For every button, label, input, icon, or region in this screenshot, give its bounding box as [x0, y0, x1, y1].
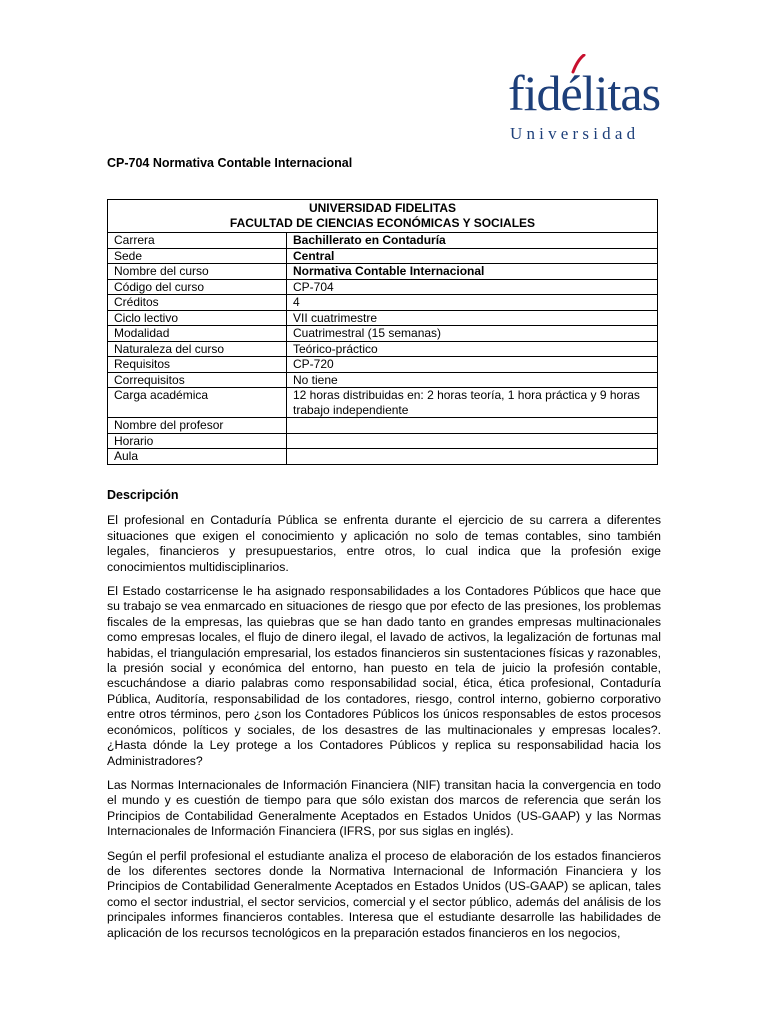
university-logo — [508, 54, 664, 146]
row-value: CP-720 — [287, 357, 658, 373]
logo-subtitle: Universidad — [510, 124, 640, 143]
row-value: CP-704 — [287, 279, 658, 295]
table-row — [108, 433, 658, 449]
row-value — [287, 418, 658, 434]
row-value: Cuatrimestral (15 semanas) — [287, 326, 658, 342]
table-header-line1: UNIVERSIDAD FIDELITAS — [308, 201, 457, 215]
row-label: Créditos — [108, 295, 287, 311]
description-section — [107, 488, 661, 950]
table-row — [108, 326, 658, 342]
table-row — [108, 418, 658, 434]
description-paragraph-2: El Estado costarricense le ha asignado responsabilidades a los Contadores Públicos que hace que su trabajo se vea enmarcado en situaciones de riesgo que por efecto de las presiones, los problemas fiscales de la empresas, las quiebras que se han dado tanto en grandes empresas multinacionales como empresas locales, el flujo de dinero ilegal, el lavado de activos, la legalización de fortunas mal habidas, el triangulación empresarial, los estados financieros sin sustentaciones físicas y razonables, la presión social y económica del entorno, han puesto en tela de juicio la profesión contable, escuchándose a diario palabras como responsabilidad social, ética, ética profesional, Contaduría Pública, Auditoría, responsabilidad de los contadores, riesgo, control interno, gobierno corporativo entre otros términos, pero ¿son los Contadores Públicos los únicos responsables de estos procesos económicos, políticos y sociales, de los desastres de las multinacionales y empresas locales?. ¿Hasta dónde la Ley protege a los Contadores Públicos y replica su responsabilidad hacia los Administradores? — [107, 584, 661, 768]
row-value: Normativa Contable Internacional — [287, 264, 658, 280]
row-value: Teórico-práctico — [287, 341, 658, 357]
row-label: Modalidad — [108, 326, 287, 342]
table-row — [108, 264, 658, 280]
row-label: Naturaleza del curso — [108, 341, 287, 357]
row-label: Ciclo lectivo — [108, 310, 287, 326]
row-value — [287, 449, 658, 465]
table-row — [108, 341, 658, 357]
row-label: Nombre del curso — [108, 264, 287, 280]
description-heading: Descripción — [107, 488, 179, 502]
row-value: Central — [287, 248, 658, 264]
table-row — [108, 449, 658, 465]
table-row — [108, 388, 658, 418]
table-row — [108, 279, 658, 295]
description-paragraph-3: Las Normas Internacionales de Información Financiera (NIF) transitan hacia la convergencia en todo el mundo y es cuestión de tiempo para que sólo existan dos marcos de referencia que serán los Principios de Contabilidad Generalmente Aceptados en Estados Unidos (US-GAAP) y las Normas Internacionales de Información Financiera (IFRS, por sus siglas en inglés). — [107, 777, 661, 839]
table-row — [108, 357, 658, 373]
row-label: Horario — [108, 433, 287, 449]
row-label: Requisitos — [108, 357, 287, 373]
row-value: 4 — [287, 295, 658, 311]
row-label: Aula — [108, 449, 287, 465]
logo-wordmark: fidélitas — [508, 65, 661, 121]
row-label: Carrera — [108, 233, 287, 249]
table-row — [108, 248, 658, 264]
row-label: Sede — [108, 248, 287, 264]
row-value: Bachillerato en Contaduría — [287, 233, 658, 249]
row-label: Nombre del profesor — [108, 418, 287, 434]
table-header-line2: FACULTAD DE CIENCIAS ECONÓMICAS Y SOCIALES — [229, 216, 536, 230]
row-value: No tiene — [287, 372, 658, 388]
row-label: Correquisitos — [108, 372, 287, 388]
table-header — [108, 200, 658, 233]
table-row — [108, 233, 658, 249]
row-value — [287, 433, 658, 449]
description-paragraph-1: El profesional en Contaduría Pública se enfrenta durante el ejercicio de su carrera a diferentes situaciones que exigen el conocimiento y aplicación no solo de temas contables, sino también legales, financieros y presupuestarios, entre otros, lo cual indica que la profesión exige conocimientos multidisciplinarios. — [107, 513, 661, 574]
table-header-row — [108, 200, 658, 233]
course-info-table — [107, 199, 658, 465]
table-row — [108, 372, 658, 388]
description-paragraph-4: Según el perfil profesional el estudiante analiza el proceso de elaboración de los estados financieros de los diferentes sectores donde la Normativa Internacional de Información Financiera y los Principios de Contabilidad Generalmente Aceptados en Estados Unidos (US-GAAP) se aplican, tales como el sector industrial, el sector servicios, comercial y el sector público, además del análisis de los principales informes financieros contables. Interesa que el estudiante desarrolle las habilidades de aplicación de los recursos tecnológicos en la preparación estados financieros en los negocios, — [107, 848, 661, 940]
row-value: 12 horas distribuidas en: 2 horas teoría, 1 hora práctica y 9 horas trabajo independiente — [287, 388, 658, 418]
row-label: Carga académica — [108, 388, 287, 418]
table-row — [108, 310, 658, 326]
table-row — [108, 295, 658, 311]
row-value: VII cuatrimestre — [287, 310, 658, 326]
document-title: CP-704 Normativa Contable Internacional — [107, 156, 353, 170]
row-label: Código del curso — [108, 279, 287, 295]
